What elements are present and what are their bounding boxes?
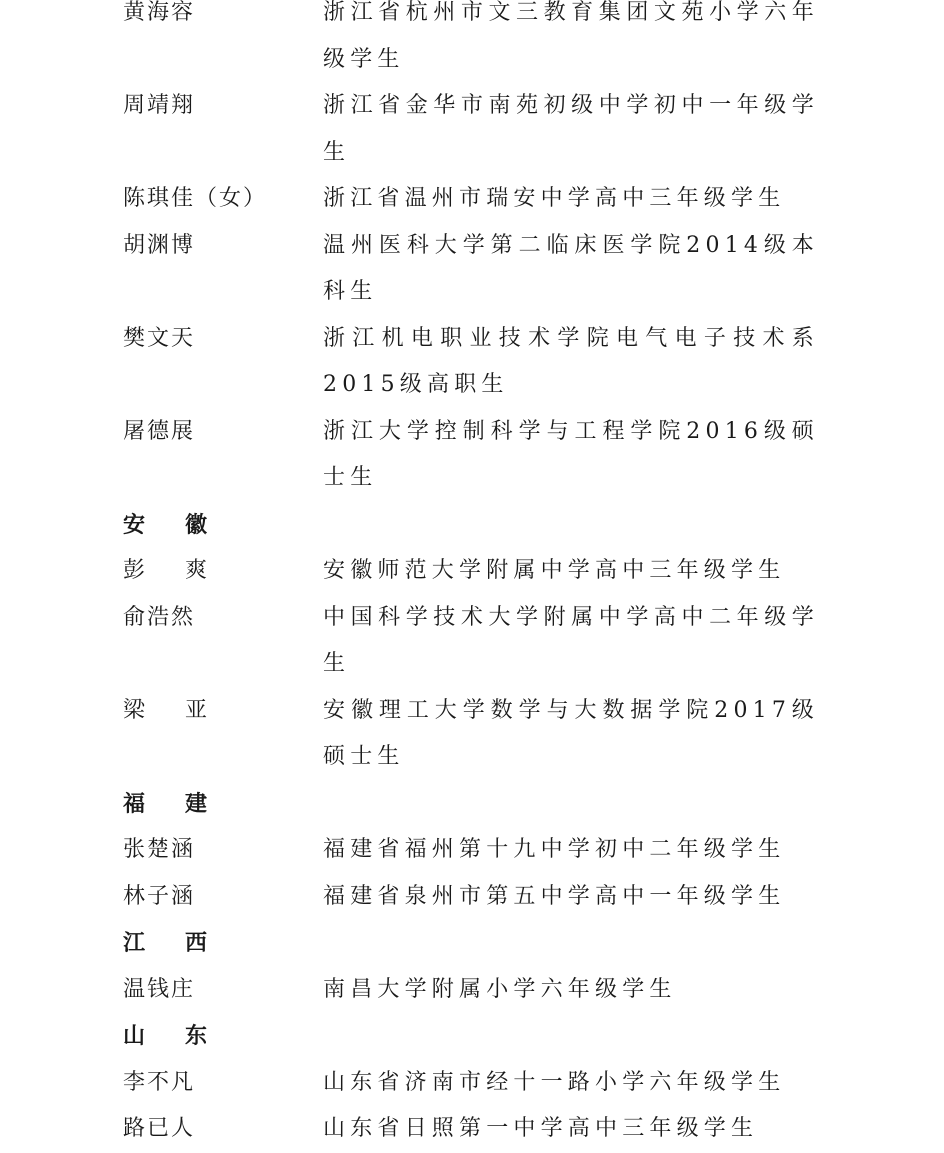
list-item — [0, 548, 944, 595]
person-affiliation: 浙江省金华市南苑初级中学初中一年级学生 — [323, 93, 819, 165]
list-item — [0, 83, 944, 176]
list-item — [0, 827, 944, 874]
person-name: 李不凡 — [123, 1069, 196, 1095]
name-character: 安 — [123, 511, 146, 538]
person-name — [0, 688, 323, 735]
person-name: 屠德展 — [123, 418, 196, 444]
person-name: 陈琪佳（女） — [123, 186, 268, 211]
name-character: 梁 — [123, 697, 146, 723]
list-item — [0, 223, 944, 316]
person-name — [0, 548, 323, 595]
region-heading-row — [0, 1013, 944, 1060]
list-item — [0, 1106, 944, 1153]
region-heading — [0, 502, 207, 549]
region-heading — [0, 781, 207, 828]
person-affiliation: 山东省日照第一中学高中三年级学生 — [323, 1116, 759, 1141]
region-heading-row — [0, 781, 944, 828]
person-affiliation: 安徽师范大学附属中学高中三年级学生 — [323, 558, 786, 583]
person-name: 黄海容 — [123, 0, 196, 25]
list-item — [0, 874, 944, 921]
person-affiliation: 浙江省温州市瑞安中学高中三年级学生 — [323, 186, 786, 211]
person-name: 路已人 — [123, 1116, 196, 1141]
list-item — [0, 316, 944, 409]
person-name: 温钱庄 — [123, 976, 196, 1002]
list-item — [0, 595, 944, 688]
person-name: 林子涵 — [123, 883, 196, 909]
name-character: 山 — [123, 1023, 146, 1049]
name-character: 亚 — [185, 697, 208, 723]
list-item — [0, 0, 944, 83]
list-item — [0, 688, 944, 781]
list-item — [0, 1060, 944, 1107]
person-affiliation: 中国科学技术大学附属中学高中二年级学生 — [323, 604, 819, 676]
list-item — [0, 967, 944, 1014]
person-name: 周靖翔 — [123, 93, 196, 118]
person-name: 胡渊博 — [123, 232, 196, 258]
name-character: 爽 — [185, 558, 208, 583]
person-affiliation: 南昌大学附属小学六年级学生 — [323, 976, 677, 1002]
person-affiliation: 福建省福州第十九中学初中二年级学生 — [323, 837, 786, 862]
name-character: 彭 — [123, 558, 146, 583]
list-item — [0, 176, 944, 223]
region-heading — [0, 920, 207, 967]
person-affiliation: 山东省济南市经十一路小学六年级学生 — [323, 1069, 786, 1095]
name-character: 徽 — [185, 511, 208, 538]
person-affiliation: 温州医科大学第二临床医学院2014级本科生 — [323, 232, 819, 304]
name-character: 江 — [123, 930, 146, 956]
person-name: 樊文天 — [123, 325, 196, 351]
region-heading-row — [0, 502, 944, 549]
list-item — [0, 409, 944, 502]
person-affiliation: 安徽理工大学数学与大数据学院2017级硕士生 — [323, 697, 819, 769]
person-affiliation: 浙江机电职业技术学院电气电子技术系2015级高职生 — [323, 325, 819, 397]
region-heading-row — [0, 920, 944, 967]
name-character: 建 — [185, 790, 208, 817]
name-character: 东 — [185, 1023, 208, 1049]
person-name: 俞浩然 — [123, 604, 196, 630]
person-name: 张楚涵 — [123, 837, 196, 862]
name-character: 西 — [185, 930, 208, 956]
person-affiliation: 福建省泉州市第五中学高中一年级学生 — [323, 883, 786, 909]
person-affiliation: 浙江大学控制科学与工程学院2016级硕士生 — [323, 418, 819, 490]
name-character: 福 — [123, 790, 146, 817]
person-affiliation: 浙江省杭州市文三教育集团文苑小学六年级学生 — [323, 0, 819, 72]
region-heading — [0, 1013, 207, 1060]
